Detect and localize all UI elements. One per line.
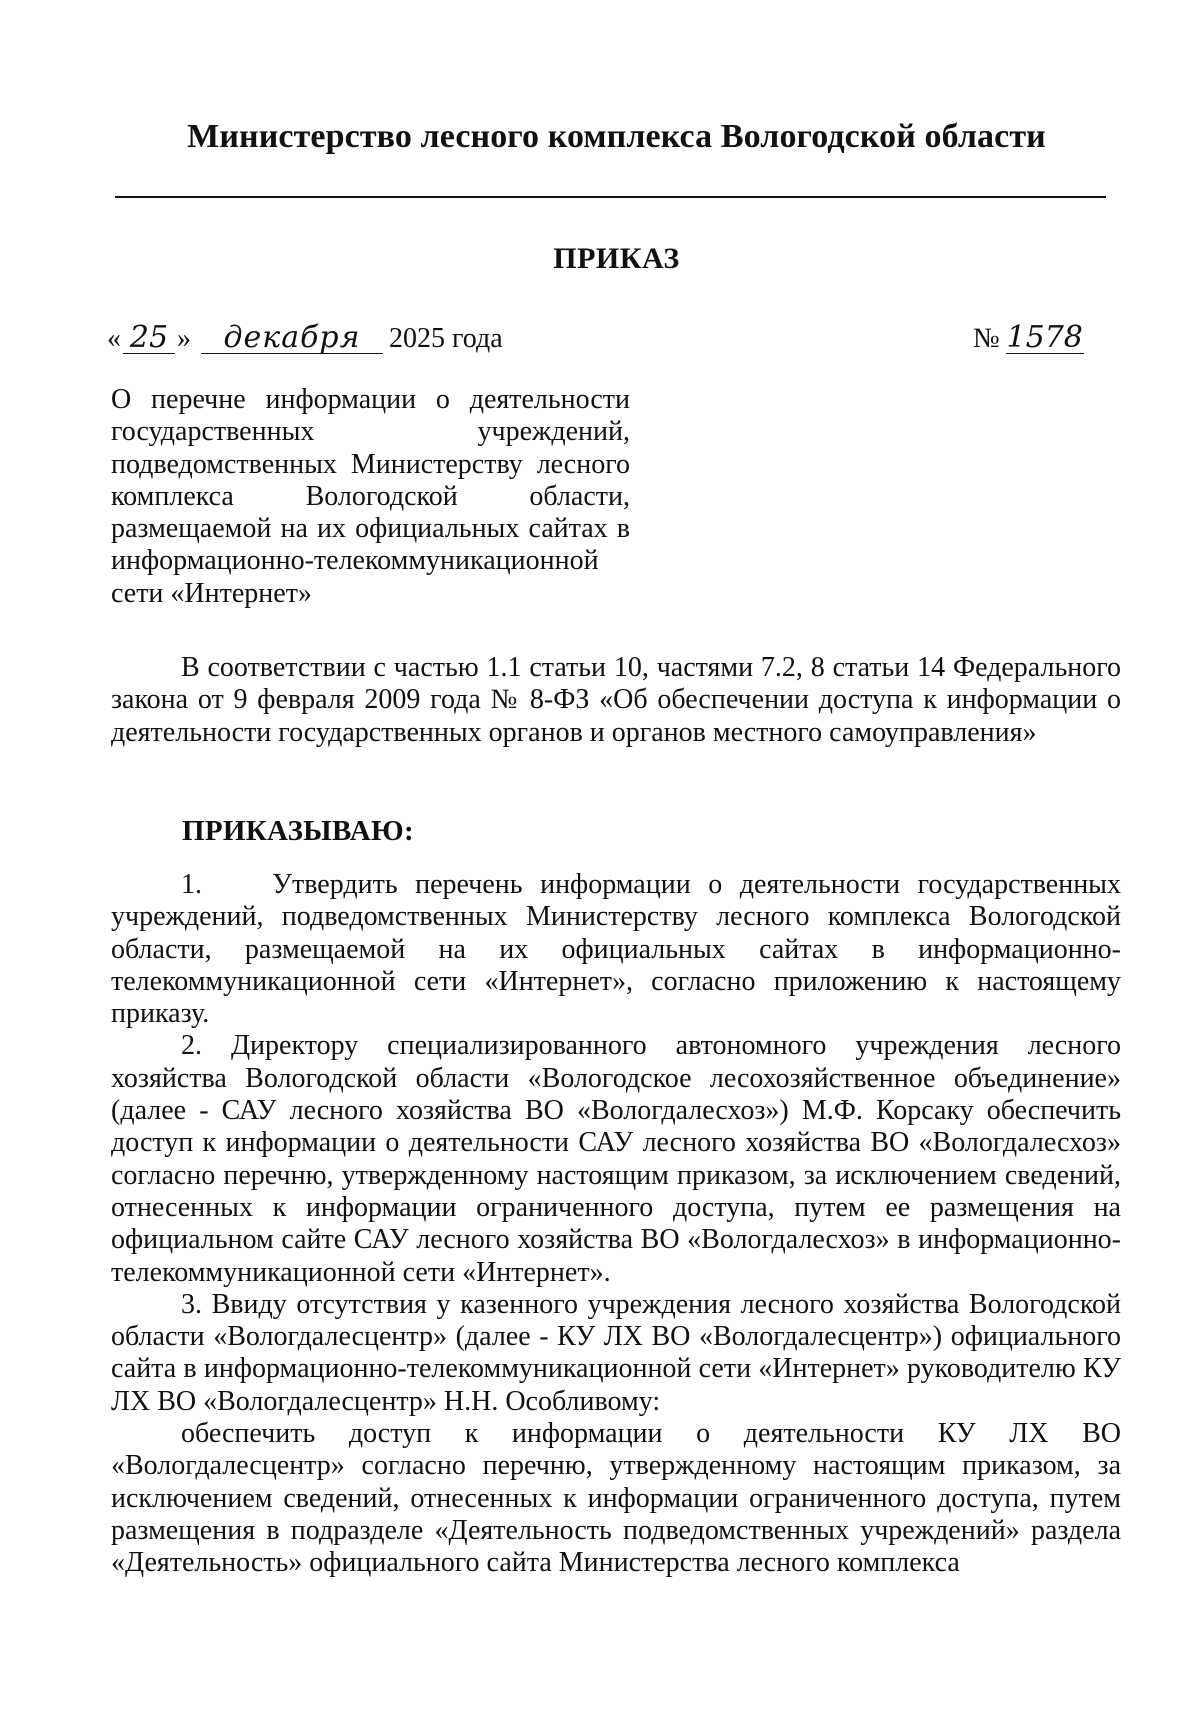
header-divider [115, 196, 1106, 198]
date-close-quote: » [177, 323, 191, 354]
handwritten-month: декабря [201, 323, 383, 354]
date-year: 2025 года [389, 323, 503, 354]
order-number [973, 320, 1084, 355]
document-title: ПРИКАЗ [553, 242, 680, 275]
order-item-1: 1. Утвердить перечень информации о деятельности государственных учреждений, подведомственных Министерству лесного комплекса Вологодской области, размещаемой на их официальных сайтах в информационно-телекоммуникационной сети «Интернет», согласно приложению к настоящему приказу. [111, 869, 1121, 1030]
order-items [111, 869, 1121, 1580]
date-open-quote: « [107, 323, 121, 354]
preamble-paragraph: В соответствии с частью 1.1 статьи 10, частями 7.2, 8 статьи 14 Федерального закона от 9 февраля 2009 года № 8-ФЗ «Об обеспечении доступа к информации о деятельности государственных органов и органов местного самоуправления» [111, 652, 1121, 748]
order-item-3-subpoint: обеспечить доступ к информации о деятельности КУ ЛХ ВО «Вологдалесцентр» согласно перечню, утвержденному настоящим приказом, за исключением сведений, отнесенных к информации ограниченного доступа, путем размещения в подразделе «Деятельность подведомственных учреждений» раздела «Деятельность» официального сайта Министерства лесного комплекса [111, 1418, 1121, 1579]
number-sign: № [973, 323, 1000, 354]
ministry-header: Министерство лесного комплекса Вологодской области [187, 118, 1046, 155]
order-item-2: 2. Директору специализированного автономного учреждения лесного хозяйства Вологодской области «Вологодское лесохозяйственное объединение» (далее - САУ лесного хозяйства ВО «Вологдалесхоз») М.Ф. Корсаку обеспечить доступ к информации о деятельности САУ лесного хозяйства ВО «Вологдалесхоз» согласно перечню, утвержденному настоящим приказом, за исключением сведений, отнесенных к информации ограниченного доступа, путем ее размещения на официальном сайте САУ лесного хозяйства ВО «Вологдалесхоз» в информационно-телекоммуникационной сети «Интернет». [111, 1030, 1121, 1288]
handwritten-number: 1578 [1006, 320, 1083, 355]
order-subject: О перечне информации о деятельности государственных учреждений, подведомственных Министерству лесного комплекса Вологодской области, размещаемой на их официальных сайтах в информационно-телекоммуникационной сети «Интернет» [111, 384, 630, 609]
order-date [107, 320, 503, 355]
handwritten-day: 25 [123, 323, 175, 354]
order-directive: ПРИКАЗЫВАЮ: [182, 815, 414, 847]
order-item-3: 3. Ввиду отсутствия у казенного учреждения лесного хозяйства Вологодской области «Вологдалесцентр» (далее - КУ ЛХ ВО «Вологдалесцентр») официального сайта в информационно-телекоммуникационной сети «Интернет» руководителю КУ ЛХ ВО «Вологдалесцентр» Н.Н. Особливому: [111, 1288, 1121, 1417]
preamble [111, 652, 1121, 749]
